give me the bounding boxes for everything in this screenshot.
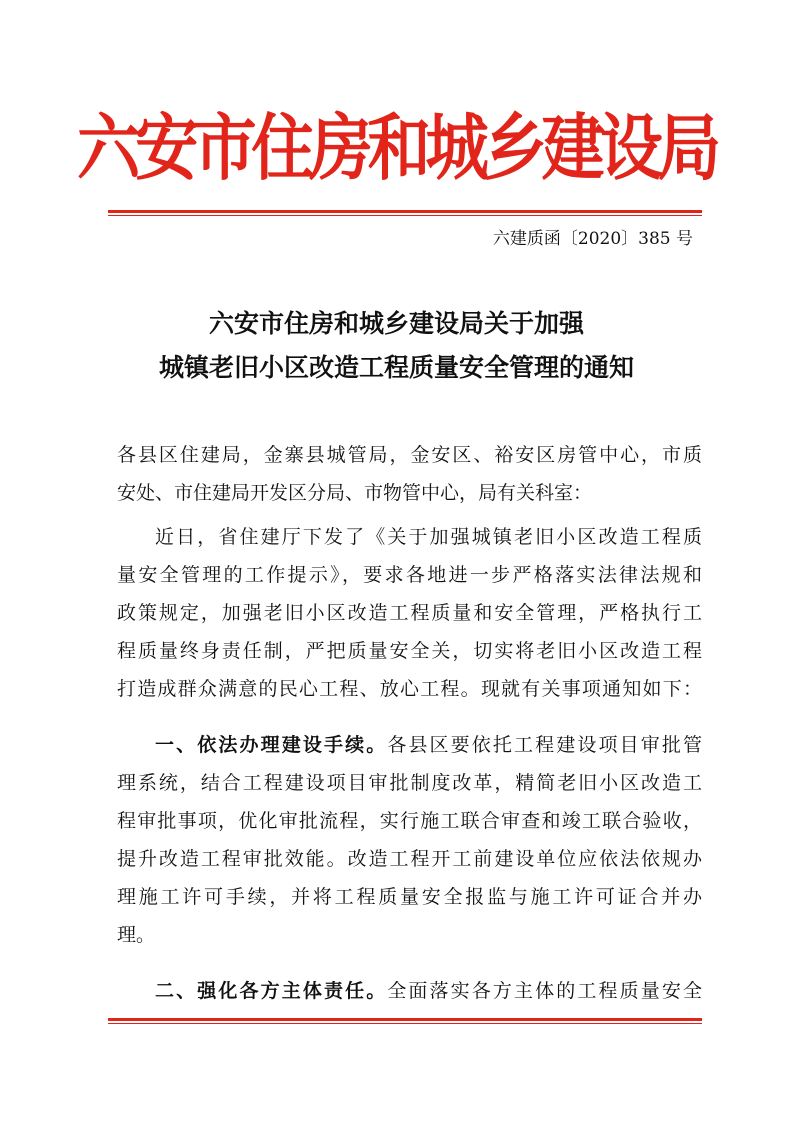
document-number: 六建质函〔2020〕385 号 (492, 229, 693, 249)
section-2-line-1-text: 全面落实各方主体的工程质量安全 (387, 980, 702, 1002)
intro-line-3: 政策规定，加强老旧小区改造工程质量和安全管理，严格执行工 (117, 602, 702, 624)
section-1-paragraph (117, 726, 702, 916)
letterhead-red-rule-thin (108, 215, 702, 216)
letterhead-red-rule-thick (108, 210, 702, 213)
intro-paragraph (117, 518, 702, 670)
intro-line-4: 程质量终身责任制，严把质量安全关，切实将老旧小区改造工程 (117, 640, 702, 662)
notice-title-line-1: 六安市住房和城乡建设局关于加强 (208, 309, 584, 338)
section-1-line-1-text: 各县区要依托工程建设项目审批管 (387, 734, 702, 756)
addressee-block (117, 436, 702, 474)
intro-line-1: 近日，省住建厅下发了《关于加强城镇老旧小区改造工程质 (155, 526, 702, 548)
section-2-line-1 (117, 972, 702, 1010)
section-1-line-2: 理系统，结合工程建设项目审批制度改革，精简老旧小区改造工 (117, 772, 702, 794)
addressee-line-2: 安处、市住建局开发区分局、市物管中心，局有关科室： (117, 482, 593, 504)
intro-paragraph-end (117, 670, 702, 708)
addressee-line-1: 各县区住建局，金寨县城管局，金安区、裕安区房管中心，市质 (117, 444, 702, 466)
section-1-line-5: 理施工许可手续，并将工程质量安全报监与施工许可证合并办 (117, 886, 702, 908)
section-1-heading: 一、依法办理建设手续。 (155, 734, 388, 756)
section-1-line-4: 提升改造工程审批效能。改造工程开工前建设单位应依法依规办 (117, 848, 702, 870)
footer-red-rule-thin (108, 1023, 702, 1024)
intro-line-5: 打造成群众满意的民心工程、放心工程。现就有关事项通知如下： (117, 678, 702, 700)
section-1-paragraph-end (117, 916, 702, 954)
notice-title-line-2: 城镇老旧小区改造工程质量安全管理的通知 (158, 353, 634, 382)
section-1-line-1 (117, 726, 702, 764)
agency-letterhead: 六安市住房和城乡建设局 (77, 105, 716, 190)
addressee-block-end (117, 474, 702, 512)
section-2-paragraph (117, 972, 702, 1010)
footer-red-rule-thick (108, 1018, 702, 1021)
section-1-line-3: 程审批事项，优化审批流程，实行施工联合审查和竣工联合验收， (117, 810, 702, 832)
intro-line-2: 量安全管理的工作提示》，要求各地进一步严格落实法律法规和 (117, 564, 702, 586)
section-2-heading: 二、强化各方主体责任。 (155, 980, 388, 1002)
section-1-line-6: 理。 (117, 924, 156, 946)
